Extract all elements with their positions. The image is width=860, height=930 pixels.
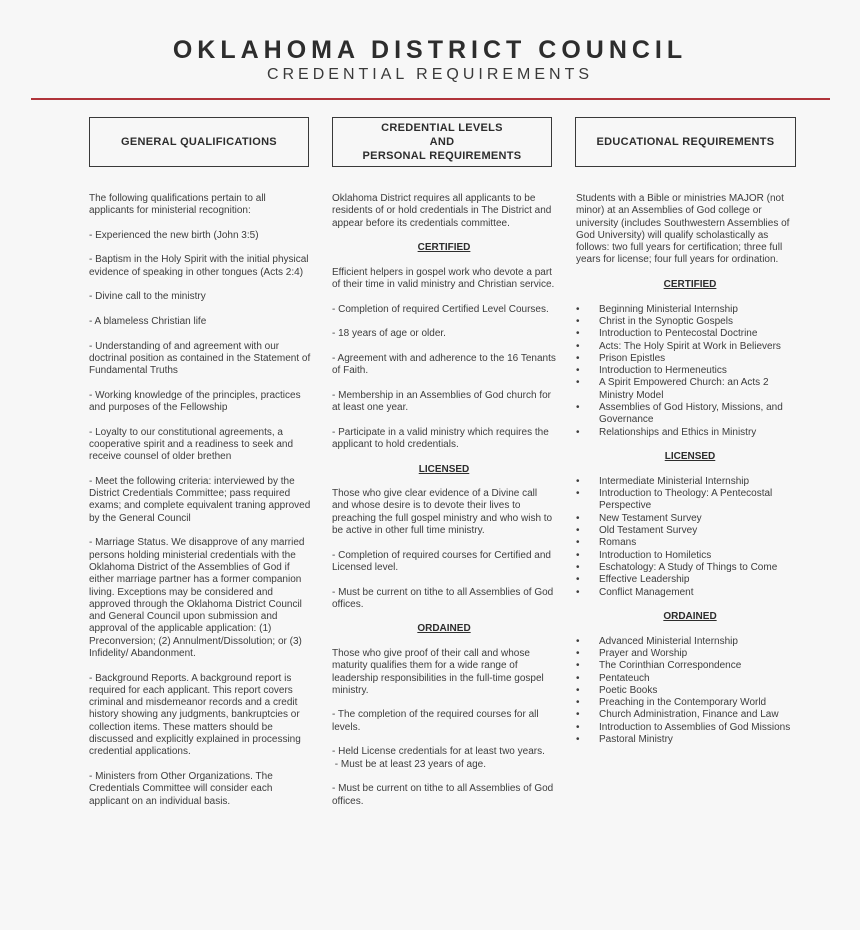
course-item: • Intermediate Ministerial Internship xyxy=(576,476,804,488)
general-paragraph: The following qualifications pertain to all applicants for ministerial recognition: xyxy=(89,193,266,217)
course-item: • Church Administration, Finance and Law xyxy=(576,709,804,721)
course-item: • Eschatology: A Study of Things to Come xyxy=(576,562,804,574)
course-item: • Effective Leadership xyxy=(576,574,804,586)
ordained-course-list xyxy=(576,636,804,747)
certified-course-list xyxy=(576,304,804,439)
ordained-courses-heading: ORDAINED xyxy=(663,611,717,623)
course-item: • Conflict Management xyxy=(576,587,804,599)
certified-requirement: - 18 years of age or older. xyxy=(332,328,446,340)
credential-levels-heading-line3: PERSONAL REQUIREMENTS xyxy=(362,150,522,162)
licensed-requirement: Those who give clear evidence of a Divine call and whose desire is to devote their lives to preaching the full gospel ministry and who wish to be active in other full time ministry. xyxy=(332,488,553,537)
course-item: • Relationships and Ethics in Ministry xyxy=(576,427,804,439)
header-divider xyxy=(31,98,830,100)
page-subtitle: CREDENTIAL REQUIREMENTS xyxy=(266,66,594,83)
credential-levels-heading-box xyxy=(332,117,552,167)
general-paragraph: - Experienced the new birth (John 3:5) xyxy=(89,229,259,241)
ordained-level-heading: ORDAINED xyxy=(417,623,471,635)
course-item: • New Testament Survey xyxy=(576,513,804,525)
ordained-requirement: - Must be at least 23 years of age. xyxy=(332,758,486,770)
certified-requirement: Efficient helpers in gospel work who devote a part of their time in valid ministry and Christian service. xyxy=(332,266,555,291)
page-title: OKLAHOMA DISTRICT COUNCIL xyxy=(172,36,688,64)
certified-requirement: - Agreement with and adherence to the 16 Tenants of Faith. xyxy=(332,352,556,377)
course-item: • Poetic Books xyxy=(576,685,804,697)
course-item: • Acts: The Holy Spirit at Work in Believers xyxy=(576,341,804,353)
general-paragraph: - Loyalty to our constitutional agreements, a cooperative spirit and a readiness to seek and receive counsel of older brethen xyxy=(89,426,294,463)
educational-requirements-heading: EDUCATIONAL REQUIREMENTS xyxy=(596,136,775,148)
general-paragraph: - Baptism in the Holy Spirit with the initial physical evidence of speaking in other tongues (Acts 2:4) xyxy=(89,254,309,278)
course-item: • Introduction to Hermeneutics xyxy=(576,365,804,377)
course-item: • Preaching in the Contemporary World xyxy=(576,697,804,709)
ordained-requirement: Those who give proof of their call and whose maturity qualifies them for a wide range of leadership responsibilities in the full-time gospel ministry. xyxy=(332,647,544,696)
credential-levels-heading xyxy=(363,121,522,163)
certified-requirement: - Completion of required Certified Level Courses. xyxy=(332,303,549,315)
course-item: • Old Testament Survey xyxy=(576,525,804,537)
certified-level-heading: CERTIFIED xyxy=(417,242,471,254)
course-item: • Pentateuch xyxy=(576,673,804,685)
licensed-course-list xyxy=(576,476,804,599)
ordained-requirement: - Must be current on tithe to all Assemblies of God offices. xyxy=(332,783,554,807)
course-item: • Romans xyxy=(576,537,804,549)
general-paragraph: - Understanding of and agreement with our doctrinal position as contained in the Statement of Fundamental Truths xyxy=(89,340,311,377)
course-item: • A Spirit Empowered Church: an Acts 2 Ministry Model xyxy=(576,377,804,402)
course-item: • Introduction to Theology: A Pentecostal Perspective xyxy=(576,488,804,513)
certified-requirement: - Membership in an Assemblies of God church for at least one year. xyxy=(332,389,551,414)
credential-levels-heading-line2: AND xyxy=(429,136,455,148)
course-item: • Prison Epistles xyxy=(576,353,804,365)
course-item: • Introduction to Pentecostal Doctrine xyxy=(576,328,804,340)
general-paragraph: - Divine call to the ministry xyxy=(89,291,206,303)
licensed-requirement: - Must be current on tithe to all Assemblies of God offices. xyxy=(332,586,554,610)
general-paragraph: - Background Reports. A background report is required for each applicant. This report covers criminal and misdemeanor records and a credit history showing any judgments, bankruptcies or collection items. These matters should be discussed and explicitly explained in processing credential applications. xyxy=(89,672,301,758)
course-item: • Prayer and Worship xyxy=(576,648,804,660)
educational-requirements-heading-box xyxy=(575,117,796,167)
ordained-requirement: - Held License credentials for at least two years. xyxy=(332,746,545,758)
educational-requirements-column xyxy=(576,193,804,759)
general-paragraph: - Marriage Status. We disapprove of any married persons holding ministerial credentials with the Oklahoma District of the Assemblies of God if either marriage partner has a former companion living. Exceptions may be considered and approved through the Oklahoma District Council and General Council upon submission and approval of the applicable application: (1) Preconversion; (2) Annulment/Dissolution; or (3) Infidelity/ Abandonment. xyxy=(89,537,305,659)
levels-intro: Oklahoma District requires all applicants to be residents of or hold credentials in The District and appear before its credentials committee. xyxy=(332,193,552,229)
certified-courses-heading: CERTIFIED xyxy=(663,279,717,291)
general-qualifications-heading: GENERAL QUALIFICATIONS xyxy=(121,136,277,148)
education-intro: Students with a Bible or ministries MAJOR (not minor) at an Assemblies of God college or university (includes Southwestern Assemblies of God University) will qualify scholastically as follows: two full years for certification; three full years for license; four full years for ordination. xyxy=(576,193,790,266)
general-paragraph: - A blameless Christian life xyxy=(89,315,207,327)
general-qualifications-column xyxy=(89,193,311,820)
course-item: • Introduction to Assemblies of God Missions xyxy=(576,722,804,734)
licensed-level-heading: LICENSED xyxy=(418,463,470,475)
licensed-requirement: - Completion of required courses for Certified and Licensed level. xyxy=(332,549,551,573)
ordained-requirement: - The completion of the required courses for all levels. xyxy=(332,709,539,733)
course-item: • Advanced Ministerial Internship xyxy=(576,636,804,648)
course-item: • Beginning Ministerial Internship xyxy=(576,304,804,316)
course-item: • Christ in the Synoptic Gospels xyxy=(576,316,804,328)
general-paragraph: - Ministers from Other Organizations. The Credentials Committee will consider each applicant on an individual basis. xyxy=(89,770,273,807)
credential-levels-heading-line1: CREDENTIAL LEVELS xyxy=(381,122,503,134)
course-item: • The Corinthian Correspondence xyxy=(576,660,804,672)
licensed-courses-heading: LICENSED xyxy=(664,451,716,463)
course-item: • Assemblies of God History, Missions, and Governance xyxy=(576,402,804,427)
course-item: • Pastoral Ministry xyxy=(576,734,804,746)
general-paragraph: - Working knowledge of the principles, practices and purposes of the Fellowship xyxy=(89,389,301,414)
general-qualifications-heading-box xyxy=(89,117,309,167)
credential-levels-column xyxy=(332,193,556,820)
general-paragraph: - Meet the following criteria: interviewed by the District Credentials Committee; pass required exams; and complete equivalent traning approved by the General Council xyxy=(89,475,311,524)
certified-requirement: - Participate in a valid ministry which requires the applicant to hold credentials. xyxy=(332,426,549,450)
course-item: • Introduction to Homiletics xyxy=(576,550,804,562)
